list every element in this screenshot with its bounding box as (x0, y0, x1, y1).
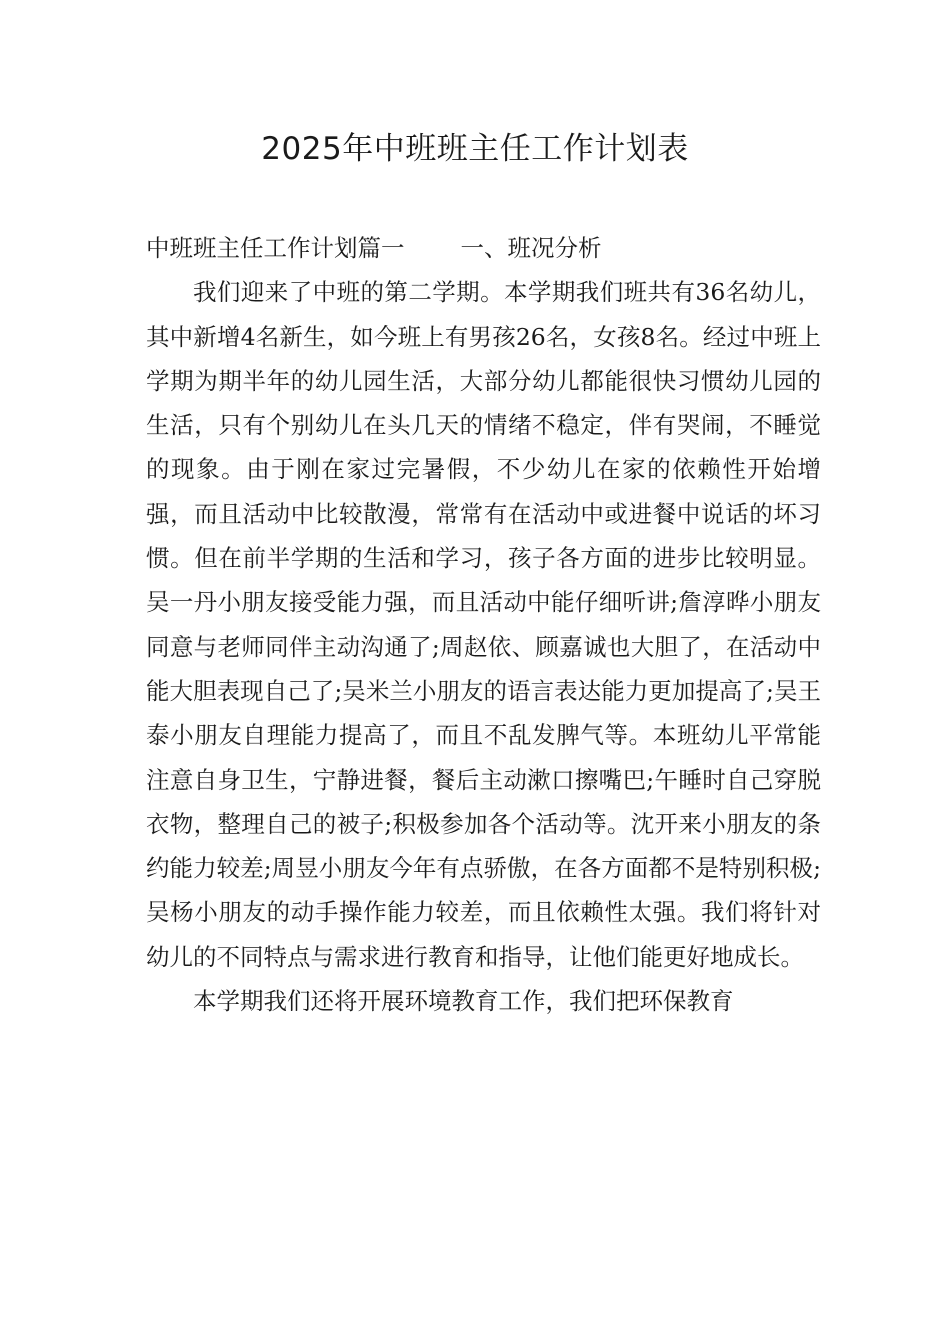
section-heading: 一、班况分析 (460, 234, 602, 262)
section-label: 中班班主任工作计划篇一 (146, 234, 405, 262)
document-title: 2025年中班班主任工作计划表 (261, 131, 689, 167)
section-heading-line (146, 226, 821, 270)
document-body (146, 226, 821, 1023)
body-paragraph: 本学期我们还将开展环境教育工作，我们把环保教育 (193, 987, 734, 1016)
body-paragraph: 我们迎来了中班的第二学期。本学期我们班共有36名幼儿，其中新增4名新生，如今班上有男孩26名，女孩8名。经过中班上学期为期半年的幼儿园生活，大部分幼儿都能很快习惯幼儿园的生活，只有个别幼儿在头几天的情绪不稳定，伴有哭闹，不睡觉的现象。由于刚在家过完暑假，不少幼儿在家的依赖性开始增强，而且活动中比较散漫，常常有在活动中或进餐中说话的坏习惯。但在前半学期的生活和学习，孩子各方面的进步比较明显。吴一丹小朋友接受能力强，而且活动中能仔细听讲;詹淳晔小朋友同意与老师同伴主动沟通了;周赵依、顾嘉诚也大胆了，在活动中能大胆表现自己了;吴米兰小朋友的语言表达能力更加提高了;吴王泰小朋友自理能力提高了，而且不乱发脾气等。本班幼儿平常能注意自身卫生，宁静进餐，餐后主动漱口擦嘴巴;午睡时自己穿脱衣物，整理自己的被子;积极参加各个活动等。沈开来小朋友的条约能力较差;周昱小朋友今年有点骄傲，在各方面都不是特别积极;吴杨小朋友的动手操作能力较差，而且依赖性太强。我们将针对幼儿的不同特点与需求进行教育和指导，让他们能更好地成长。 (146, 278, 821, 971)
